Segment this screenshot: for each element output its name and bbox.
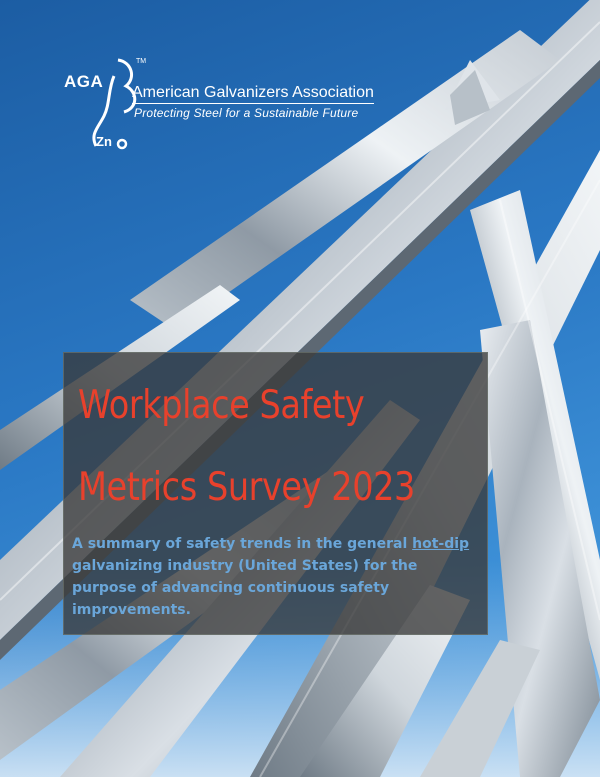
report-summary [72,533,482,621]
title-panel [63,352,488,635]
summary-text-end: galvanizing industry (United States) for the purpose of advancing continuous safety improvements. [72,558,418,618]
hot-dip-link[interactable]: hot-dip [412,536,470,552]
aga-logo [60,56,380,166]
report-title-line-2: Metrics Survey 2023 [78,465,415,510]
summary-text-start: A summary of safety trends in the general [72,536,413,552]
logo-abbreviation: AGA [64,72,104,91]
organization-name: American Galvanizers Association [132,84,374,104]
logo-element-symbol: Zn [96,134,112,149]
report-title-line-1: Workplace Safety [78,383,365,428]
organization-tagline: Protecting Steel for a Sustainable Future [134,106,359,120]
trademark-mark: TM [136,58,147,65]
